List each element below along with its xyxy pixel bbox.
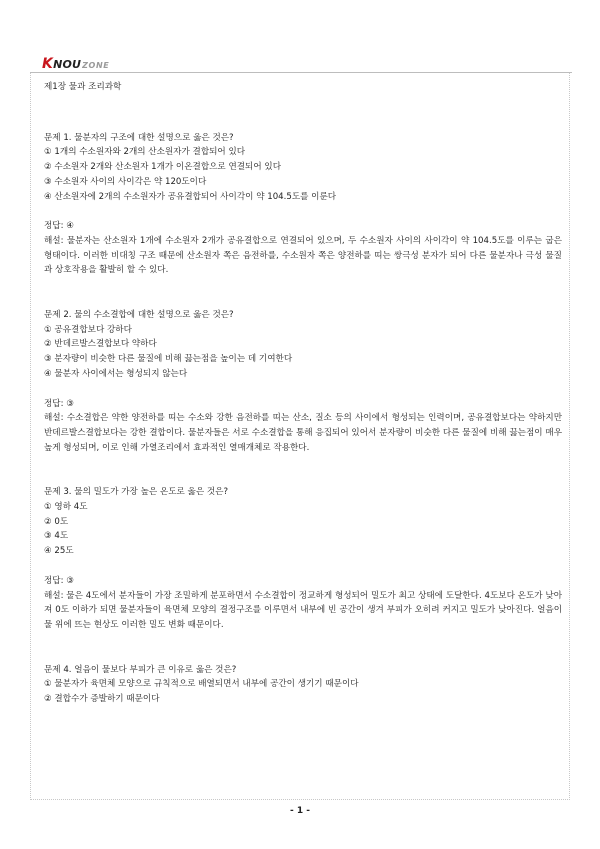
logo-text-nou: NOU (53, 58, 82, 71)
option-2: ② 반데르발스결합보다 약하다 (44, 339, 157, 350)
answer: 정답: ③ (44, 575, 74, 586)
explanation: 해설: 물분자는 산소원자 1개에 수소원자 2개가 공유결합으로 연결되어 있으며, 두 수소원자 사이의 사이각이 약 104.5도를 이루는 굽은 형태이다. 이러한 비대칭 구조 때문에 산소원자 쪽은 음전하를, 수소원자 쪽은 양전하를 띠는 쌍극성 분자가 되어 다른 물분자나 극성 물질과 상호작용을 활발히 할 수 있다. (44, 235, 562, 276)
question-text: 문제 1. 물분자의 구조에 대한 설명으로 옳은 것은? (44, 132, 234, 143)
option-4: ④ 물분자 사이에서는 형성되지 않는다 (44, 368, 188, 379)
option-2: ② 결합수가 증발하기 때문이다 (44, 694, 160, 705)
question-block-1 (44, 131, 562, 278)
option-1: ① 영하 4도 (44, 502, 88, 513)
knouzone-logo (42, 56, 109, 72)
question-block-4 (44, 663, 562, 707)
option-4: ④ 산소원자에 2개의 수소원자가 공유결합되어 사이각이 약 104.5도를 이룬다 (44, 191, 337, 202)
logo-letter-k: K (42, 56, 54, 72)
option-3: ③ 분자량이 비슷한 다른 물질에 비해 끓는점을 높이는 데 기여한다 (44, 354, 293, 365)
option-1: ① 1개의 수소원자와 2개의 산소원자가 결합되어 있다 (44, 147, 246, 158)
option-3: ③ 4도 (44, 531, 69, 542)
explanation: 해설: 수소결합은 약한 양전하를 띠는 수소와 강한 음전하를 띠는 산소, 질소 등의 사이에서 형성되는 인력이며, 공유결합보다는 약하지만 반데르발스결합보다는 강한 결합이다. 물분자들은 서로 수소결합을 통해 응집되어 있어서 분자량이 비슷한 다른 물질에 비해 끓는점이 매우 높게 형성되며, 이로 인해 가열조리에서 효과적인 열매개체로 작용한다. (44, 413, 562, 453)
explanation: 해설: 물은 4도에서 분자들이 가장 조밀하게 분포하면서 수소결합이 정교하게 형성되어 밀도가 최고 상태에 도달한다. 4도보다 온도가 낮아져 0도 이하가 되면 물분자들이 육면체 모양의 결정구조를 이루면서 내부에 빈 공간이 생겨 부피가 오히려 커지고 밀도가 낮아진다. 얼음이 물 위에 뜨는 현상도 이러한 밀도 변화 때문이다. (44, 590, 562, 630)
document-body (44, 80, 562, 707)
question-block-3 (44, 485, 562, 632)
option-2: ② 수소원자 2개와 산소원자 1개가 이온결합으로 연결되어 있다 (44, 162, 281, 173)
question-block-2 (44, 308, 562, 455)
answer: 정답: ③ (44, 398, 74, 409)
question-text: 문제 2. 물의 수소결합에 대한 설명으로 옳은 것은? (44, 310, 234, 321)
logo-text-zone: ZONE (82, 61, 110, 70)
option-2: ② 0도 (44, 516, 69, 527)
chapter-title: 제1장 물과 조리과학 (44, 82, 122, 92)
option-1: ① 공유결합보다 강하다 (44, 324, 132, 335)
question-text: 문제 3. 물의 밀도가 가장 높은 온도로 옳은 것은? (44, 487, 229, 498)
option-4: ④ 25도 (44, 546, 74, 557)
answer: 정답: ④ (44, 221, 74, 232)
question-text: 문제 4. 얼음이 물보다 부피가 큰 이유로 옳은 것은? (44, 664, 237, 675)
option-1: ① 물분자가 육면체 모양으로 규칙적으로 배열되면서 내부에 공간이 생기기 때문이다 (44, 679, 359, 690)
option-3: ③ 수소원자 사이의 사이각은 약 120도이다 (44, 176, 207, 187)
page-number: - 1 - (290, 806, 310, 816)
